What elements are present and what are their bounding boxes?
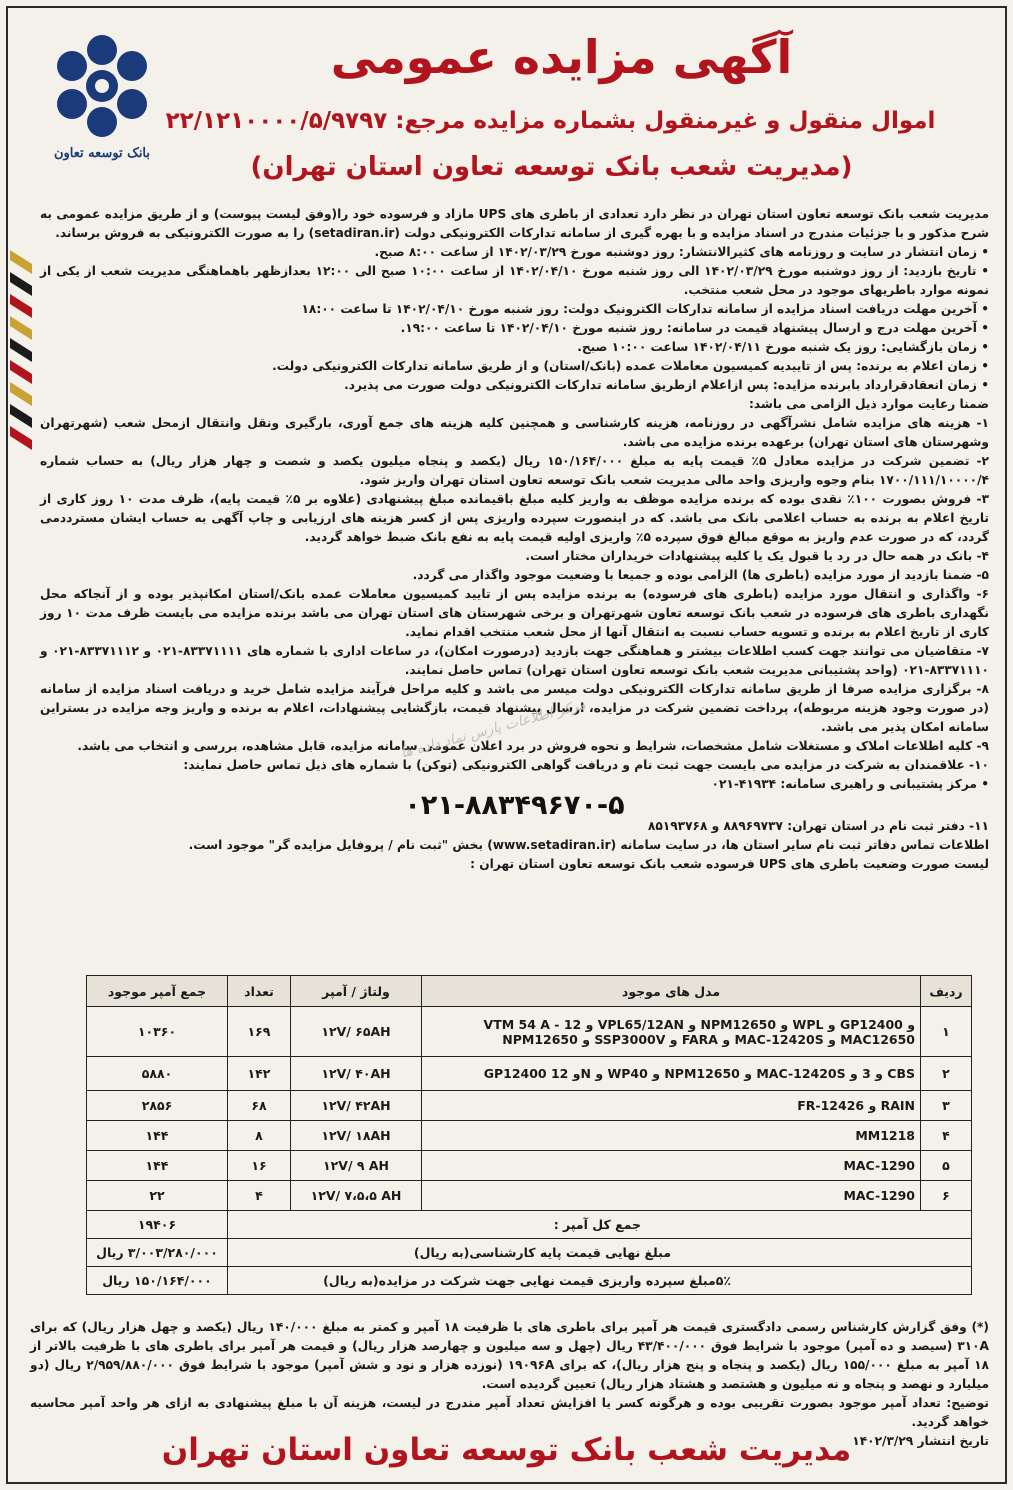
row-total: ۱۴۴ [87,1151,228,1181]
notice-organization: (مدیریت شعب بانک توسعه تعاون استان تهران) [250,152,853,182]
table-row [87,1151,972,1181]
requirements-intro: ضمنا رعایت موارد ذیل الزامی می باشد: [748,397,989,411]
intro-paragraph: مدیریت شعب بانک توسعه تعاون استان تهران در نظر دارد تعدادی از باطری های UPS مازاد و فرسوده خود را(وفق لیست پیوست) و از طریق مزایده عمومی به شرح مذکور و با جزئیات مندرج در اسناد مزایده و با بهره گیری از سامانه تدارکات الکترونیکی دولت (setadiran.ir) را به صورت الکترونیکی به فروش برساند. [40,207,989,240]
row-model: GP12400 و 12N و WP40 و NPM12650 و MAC-12420S و 3 و CBS [422,1057,921,1091]
row-total: ۱۴۴ [87,1121,228,1151]
requirement-item: ۹- کلیه اطلاعات املاک و مستغلات شامل مشخصات، شرایط و نحوه فروش در برد اعلان عمومی سامانه مزایده، قابل مشاهده، بررسی و انتخاب می باشد. [77,739,989,753]
bullet-item: • زمان اعلام به برنده: پس از تاییدیه کمیسیون معاملات عمده (بانک/استان) و از طریق سامانه تدارکات الکترونیکی دولت. [272,359,989,373]
publish-date: تاریخ انتشار ۱۴۰۲/۳/۲۹ [852,1434,989,1448]
row-model: FR-12426 و RAIN [422,1091,921,1121]
table-row [87,1091,972,1121]
row-number: ۶ [921,1181,972,1211]
table-deposit-row [87,1267,972,1295]
row-number: ۵ [921,1151,972,1181]
row-model: MAC-1290 [422,1181,921,1211]
price-label: مبلغ نهایی قیمت پایه کارشناسی(به ریال) [228,1239,972,1267]
bullet-item: • زمان انعقادقرارداد بابرنده مزایده: پس ازاعلام ازطریق سامانه تدارکات الکترونیکی دولت صورت می پذیرد. [344,378,989,392]
row-total: ۲۸۵۶ [87,1091,228,1121]
row-voltage: ۱۲V/ ۴۲AH [291,1091,422,1121]
table-sum-row [87,1211,972,1239]
requirement-item: ۷- متقاضیان می توانند جهت کسب اطلاعات بیشتر و هماهنگی جهت بازدید (درصورت امکان)، در ساعات اداری با شماره های ۸۳۳۷۱۱۱۱-۰۲۱ و ۸۳۳۷۱۱۱۲-۰۲۱ و ۸۳۳۷۱۱۱۰-۰۲۱ (واحد پشتیبانی مدیریت شعب بانک توسعه تعاون استان تهران) تماس حاصل نمایند. [40,644,989,677]
logo-caption: بانک توسعه تعاون [53,146,151,161]
row-model: MAC-1290 [422,1151,921,1181]
row-count: ۴ [228,1181,291,1211]
deposit-label: ۵٪مبلغ سپرده واریزی قیمت نهایی جهت شرکت در مزایده(به ریال) [228,1267,972,1295]
row-voltage: ۱۲V/ ۴۰AH [291,1057,422,1091]
bullet-item: • زمان انتشار در سایت و روزنامه های کثیرالانتشار: روز دوشنبه مورخ ۱۴۰۲/۰۳/۲۹ از ساعت ۸:۰۰ صبح. [374,245,989,259]
requirement-item: ۱۰- علاقمندان به شرکت در مزایده می بایست جهت ثبت نام و دریافت گواهی الکترونیکی (توکن) با شماره های ذیل تماس حاصل نمایند: [183,758,989,772]
row-model: VTM 54 A - 12 و VPL65/12AN و NPM12650 و WPL و GP12400 و NPM12650 و SSP3000V و FARA و MAC-12420S و MAC12650 [422,1007,921,1057]
bullet-item: • آخرین مهلت درج و ارسال پیشنهاد قیمت در سامانه: روز شنبه مورخ ۱۴۰۲/۰۴/۱۰ تا ساعت ۱۹:۰۰. [400,321,989,335]
requirement-item: ۴- بانک در همه حال در رد یا قبول یک یا کلیه پیشنهادات خریداران مختار است. [525,549,989,563]
column-header: ولتاژ / آمپر [291,976,422,1007]
requirement-item: ۵- ضمنا بازدید از مورد مزایده (باطری ها) الزامی بوده و جمیعا با وضعیت موجود واگذار می گردد. [412,568,989,582]
row-count: ۶۸ [228,1091,291,1121]
footer-organization: مدیریت شعب بانک توسعه تعاون استان تهران [161,1432,852,1468]
table-header-row [87,976,972,1007]
table-price-row [87,1239,972,1267]
table-row [87,1007,972,1057]
column-header: جمع آمپر موجود [87,976,228,1007]
price-value: ۳/۰۰۳/۲۸۰/۰۰۰ ریال [87,1239,228,1267]
deposit-value: ۱۵۰/۱۶۴/۰۰۰ ریال [87,1267,228,1295]
row-voltage: ۱۲V/ ۹ AH [291,1151,422,1181]
table-row [87,1121,972,1151]
support-phone-number: ۰۲۱-۸۸۳۴۹۶۷۰-۵ [404,790,625,821]
table-row [87,1057,972,1091]
row-count: ۱۶۹ [228,1007,291,1057]
notice-title: آگهی مزایده عمومی [330,30,793,84]
row-count: ۸ [228,1121,291,1151]
table-row [87,1181,972,1211]
row-total: ۲۲ [87,1181,228,1211]
row-voltage: ۱۲V/ ۱۸AH [291,1121,422,1151]
row-voltage: ۱۲V/ ۶۵AH [291,1007,422,1057]
column-header: ردیف [921,976,972,1007]
row-count: ۱۶ [228,1151,291,1181]
table-caption: لیست صورت وضعیت باطری های UPS فرسوده شعب بانک توسعه تعاون استان تهران : [470,857,989,871]
requirement-item: ۲- تضمین شرکت در مزایده معادل ۵٪ قیمت پایه به مبلغ ۱۵۰/۱۶۴/۰۰۰ ریال (یکصد و پنجاه میلیون یکصد و شصت و چهار هزار ریال) به حساب شماره ۱۷۰۰/۱۱۱/۱۰۰۰۰/۴ بنام وجوه واریزی واحد مالی مدیریت شعب بانک توسعه تعاون استان تهران واریز شود. [40,454,989,487]
header [20,12,993,192]
requirement-item: ۱۱- دفتر ثبت نام در استان تهران: ۸۸۹۶۹۷۳۷ و ۸۵۱۹۳۷۶۸ [647,819,989,833]
sum-value: ۱۹۴۰۶ [87,1211,228,1239]
row-total: ۵۸۸۰ [87,1057,228,1091]
side-stripes-decoration [10,250,32,450]
row-model: MM1218 [422,1121,921,1151]
bullet-item: • تاریخ بازدید: از روز دوشنبه مورخ ۱۴۰۲/۰۳/۲۹ الی روز شنبه مورخ ۱۴۰۲/۰۴/۱۰ از ساعت ۱۰:۰۰ صبح الی ۱۲:۰۰ بعدازظهر باهماهنگی مدیریت شعب از یکی از نمونه موارد باطریهای موجود در محل شعب منتخب. [40,264,989,297]
sum-label: جمع کل آمپر : [228,1211,972,1239]
row-number: ۴ [921,1121,972,1151]
note-paragraph: (*) وفق گزارش کارشناس رسمی دادگستری قیمت هر آمپر برای باطری های با ظرفیت ۱۸ آمپر و کمتر به مبلغ ۱۴۰/۰۰۰ ریال (یکصد و چهل هزار ریال) که برای ۳۱۰A (سیصد و ده آمپر) موجود با شرایط فوق ۴۳/۴۰۰/۰۰۰ ریال (چهل و سه میلیون و چهارصد هزار ریال) و قیمت هر آمپر برای باطری های با ظرفیت بالاتر از ۱۸ آمپر به مبلغ ۱۵۵/۰۰۰ ریال (یکصد و پنجاه و پنج هزار ریال)، که برای ۱۹۰۹۶A (نوزده هزار و نود و شش آمپر) موجود با شرایط فوق ۲/۹۵۹/۸۸۰/۰۰۰ ریال (دو میلیارد و نهصد و پنجاه و نه میلیون و هشتصد و هشتاد هزار ریال) تعیین گردیده است. [30,1320,989,1391]
requirement-item: اطلاعات تماس دفاتر ثبت نام سایر استان ها، در سایت سامانه (www.setadiran.ir) بخش "ثبت نام / پروفایل مزایده گر" موجود است. [188,838,989,852]
notice-subtitle: اموال منقول و غیرمنقول بشماره مزایده مرجع: ۲۲/۱۲۱۰۰۰۰/۵/۹۷۹۷ [165,108,936,134]
requirement-item: ۸- برگزاری مزایده صرفا از طریق سامانه تدارکات الکترونیکی دولت میسر می باشد و کلیه مراحل فرآیند مزایده شامل خرید و دریافت اسناد مزایده از سامانه (در صورت وجود هزینه مربوطه)، پرداخت تضمین شرکت در مزایده، ارسال پیشنهاد قیمت، بازگشایی پیشنهادات، اعلام به برنده و واریز وجه مزایده در بستراین سامانه امکان پذیر می باشد. [40,682,989,734]
bullet-item: • آخرین مهلت دریافت اسناد مزایده از سامانه تدارکات الکترونیک دولت: روز شنبه مورخ ۱۴۰۲/۰۴/۱۰ تا ساعت ۱۸:۰۰ [301,302,989,316]
requirement-item: ۶- واگذاری و انتقال مورد مزایده (باطری های فرسوده) به برنده مزایده پس از تایید کمیسیون معاملات عمده بانک/استان امکانپذیر بوده و از آنجاکه محل نگهداری باطری های فرسوده در شعب بانک توسعه تعاون شهرتهران و برخی شهرستان های استان تهران می باشد برنده مزایده می بایست ظرف مدت ۱۰ روز کاری از تاریخ اعلام به برنده و تسویه حساب نسبت به انتقال آنها از محل شعب منتخب اقدام نماید. [40,587,989,639]
column-header: تعداد [228,976,291,1007]
row-number: ۳ [921,1091,972,1121]
notice-body [40,205,989,874]
battery-inventory-table [86,975,972,1295]
requirement-item: ۱- هزینه های مزایده شامل نشرآگهی در روزنامه، هزینه کارشناسی و همچنین کلیه هزینه های جمع آوری، بارگیری ونقل وانتقال ازمحل شعب (شهرتهران وشهرستان های استان تهران) برعهده برنده مزایده می باشد. [40,416,989,449]
note-paragraph: توضیح: تعداد آمپر موجود بصورت تقریبی بوده و هرگونه کسر یا افزایش تعداد آمپر مندرج در لیست، هزینه آن با مبلغ پیشنهادی به ازای هر واحد آمپر محاسبه خواهد گردید. [30,1396,989,1429]
bullet-item: • زمان بازگشایی: روز یک شنبه مورخ ۱۴۰۲/۰۴/۱۱ ساعت ۱۰:۰۰ صبح. [577,340,989,354]
row-voltage: ۱۲V/ ۷،۵،۵ AH [291,1181,422,1211]
row-number: ۱ [921,1007,972,1057]
column-header: مدل های موجود [422,976,921,1007]
row-count: ۱۴۲ [228,1057,291,1091]
requirement-item: • مرکز پشتیبانی و راهبری سامانه: ۴۱۹۳۴-۰۲۱ [711,777,989,791]
watermark: مرکز اطلاعات پارس نماد داده ها [399,696,588,762]
row-number: ۲ [921,1057,972,1091]
row-total: ۱۰۳۶۰ [87,1007,228,1057]
requirement-item: ۳- فروش بصورت ۱۰۰٪ نقدی بوده که برنده مزایده موظف به واریز کلیه مبلغ باقیمانده مبلغ پیشنهادی (علاوه بر ۵٪ قیمت پایه)، ظرف مدت ۱۰ روز کاری از تاریخ اعلام به برنده به حساب اعلامی بانک می باشد. که در اینصورت سپرده واریزی پس از کسر هزینه های ارزیابی و چاپ آگهی به حساب ایشان مسترددمی گردد، که در صورت عدم واریز به موقع مبالغ فوق سپرده ۵٪ واریزی اولیه قیمت پایه به نفع بانک ضبط خواهد گردید. [40,492,990,544]
